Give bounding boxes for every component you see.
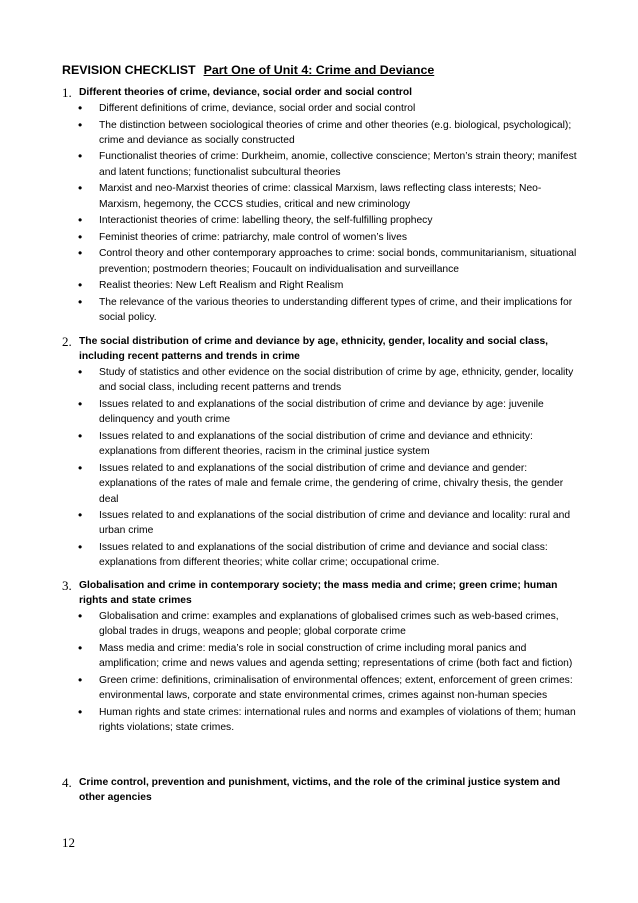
section-heading xyxy=(62,775,582,805)
list-item: • Interactionist theories of crime: labelling theory, the self-fulfilling prophecy xyxy=(62,213,582,228)
list-item: • Feminist theories of crime: patriarchy, male control of women’s lives xyxy=(62,230,582,245)
list-item: • The relevance of the various theories to understanding different types of crime, and their implications for social policy. xyxy=(62,295,582,326)
list-item: • Human rights and state crimes: international rules and norms and examples of violations of them; human rights violations; state crimes. xyxy=(62,705,582,736)
section-heading xyxy=(62,85,582,100)
list-item: • Realist theories: New Left Realism and Right Realism xyxy=(62,278,582,293)
bullet-list xyxy=(62,101,582,325)
checklist-label: REVISION CHECKLIST xyxy=(62,63,196,77)
section-number: 2. xyxy=(62,334,72,349)
list-item: • Control theory and other contemporary approaches to crime: social bonds, communitarianism, situational prevention; postmodern theories; Foucault on individualisation and surveillance xyxy=(62,246,582,277)
section-title: Crime control, prevention and punishment, victims, and the role of the criminal justice system and other agencies xyxy=(79,777,561,803)
section-1 xyxy=(62,85,582,327)
section-4 xyxy=(62,775,582,805)
list-item: • Issues related to and explanations of the social distribution of crime and deviance by age: juvenile delinquency and youth crime xyxy=(62,397,582,428)
list-item: • Study of statistics and other evidence on the social distribution of crime by age, ethnicity, gender, locality and social class, including recent patterns and trends xyxy=(62,365,582,396)
section-number: 1. xyxy=(62,85,72,100)
list-item: • Functionalist theories of crime: Durkheim, anomie, collective conscience; Merton’s strain theory; manifest and latent functions; functionalist subcultural theories xyxy=(62,149,582,180)
page-number: 12 xyxy=(62,835,75,850)
section-title: The social distribution of crime and deviance by age, ethnicity, gender, locality and social class, including recent patterns and trends in crime xyxy=(79,336,549,362)
bullet-list xyxy=(62,365,582,571)
list-item: • Issues related to and explanations of the social distribution of crime and deviance and social class: explanations from different theories; white collar crime; occupational crime. xyxy=(62,540,582,571)
list-item: • Issues related to and explanations of the social distribution of crime and deviance and locality: rural and urban crime xyxy=(62,508,582,539)
list-item: • Globalisation and crime: examples and explanations of globalised crimes such as web-based crimes, global trades in drugs, weapons and people; global corporate crime xyxy=(62,609,582,640)
list-item: • Issues related to and explanations of the social distribution of crime and deviance and gender: explanations of the rates of male and female crime, the gendering of crime, chivalry thesis, the gender deal xyxy=(62,461,582,507)
section-title: Globalisation and crime in contemporary society; the mass media and crime; green crime; human rights and state crimes xyxy=(79,580,558,606)
section-heading xyxy=(62,334,582,364)
section-number: 3. xyxy=(62,578,72,593)
unit-part-title: Part One of Unit 4: Crime and Deviance xyxy=(203,63,435,77)
bullet-list xyxy=(62,609,582,736)
list-item: • The distinction between sociological theories of crime and other theories (e.g. biological, psychological); crime and deviance as socially constructed xyxy=(62,118,582,149)
page-title xyxy=(62,63,434,77)
section-title: Different theories of crime, deviance, social order and social control xyxy=(79,87,413,98)
list-item: • Mass media and crime: media’s role in social construction of crime including moral panics and amplification; crime and news values and agenda setting; representations of crime (both fact and fiction) xyxy=(62,641,582,672)
list-item: • Marxist and neo-Marxist theories of crime: classical Marxism, laws reflecting class interests; Neo-Marxism, hegemony, the CCCS studies, critical and new criminology xyxy=(62,181,582,212)
section-heading xyxy=(62,578,582,608)
section-3 xyxy=(62,578,582,737)
section-2 xyxy=(62,334,582,572)
list-item: • Green crime: definitions, criminalisation of environmental offences; extent, enforcement of green crimes: environmental laws, corporate and state environmental crimes, crimes against non-human species xyxy=(62,673,582,704)
list-item: • Issues related to and explanations of the social distribution of crime and deviance and ethnicity: explanations from different theories, racism in the criminal justice system xyxy=(62,429,582,460)
section-number: 4. xyxy=(62,775,72,790)
list-item: • Different definitions of crime, deviance, social order and social control xyxy=(62,101,582,116)
